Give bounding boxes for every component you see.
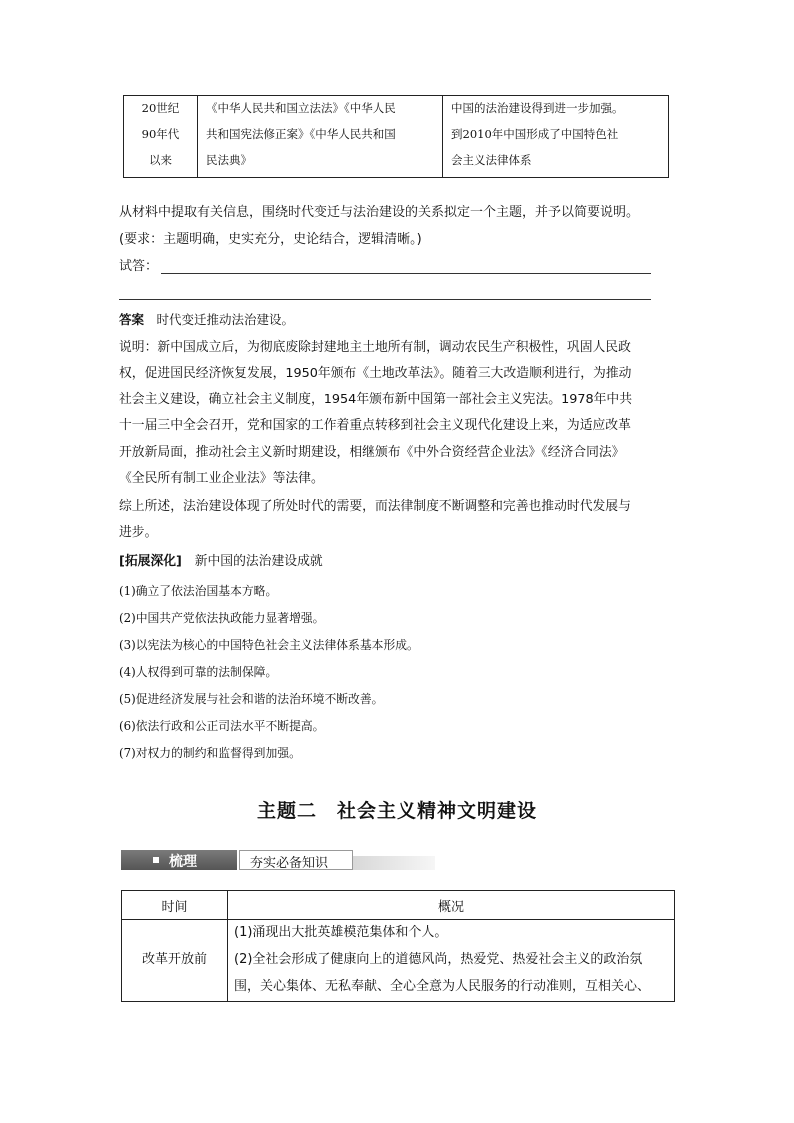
- answer-heading: [119, 312, 294, 328]
- extension-item: (4)人权得到可靠的法制保障。: [119, 665, 278, 679]
- header-overview: 概况: [437, 900, 464, 915]
- answer-line-text: 进步。: [119, 525, 158, 540]
- banner-fade-decoration: [353, 856, 435, 870]
- overview-table: [121, 890, 675, 1002]
- section-banner: [121, 848, 435, 872]
- extension-label: [拓展深化]: [119, 554, 182, 569]
- banner-light-label: 夯实必备知识: [250, 856, 329, 871]
- answer-line-text: 《全民所有制工业企业法》等法律。: [119, 471, 324, 486]
- period-line: 90年代: [141, 127, 180, 141]
- period-line: 20世纪: [141, 101, 180, 115]
- result-line: 到2010年中国形成了中国特色社: [451, 127, 619, 141]
- answer-line-text: 十一届三中全会召开，党和国家的工作着重点转移到社会主义现代化建设上来，为适应改革: [119, 418, 631, 433]
- laws-cell: [198, 96, 443, 177]
- banner-dark-tab: [121, 850, 237, 870]
- row-text-line: (1)涌现出大批英雄模范集体和个人。: [234, 925, 448, 940]
- top-table: [123, 95, 669, 178]
- extension-item: (6)依法行政和公正司法水平不断提高。: [119, 719, 325, 733]
- answer-line-text: 开放新局面，推动社会主义新时期建设，相继颁布《中外合资经营企业法》《经济合同法》: [119, 445, 625, 460]
- laws-line: 民法典》: [206, 153, 252, 167]
- square-bullet-icon: [153, 857, 159, 863]
- banner-dark-label: 梳理: [169, 854, 197, 870]
- result-line: 中国的法治建设得到进一步加强。: [451, 101, 624, 115]
- row-text-line: (2)全社会形成了健康向上的道德风尚，热爱党、热爱社会主义的政治氛: [234, 952, 643, 967]
- extension-item: (5)促进经济发展与社会和谐的法治环境不断改善。: [119, 692, 384, 706]
- answer-label: 答案: [119, 312, 145, 327]
- banner-light-tab: [239, 850, 353, 870]
- extension-heading: [119, 554, 323, 570]
- result-cell: [443, 96, 668, 177]
- question-text: 从材料中提取有关信息，围绕时代变迁与法治建设的关系拟定一个主题，并予以简要说明。: [119, 205, 640, 220]
- answer-line[interactable]: [119, 299, 651, 300]
- answer-theme: 时代变迁推动法治建设。: [156, 312, 295, 327]
- question-requirements: (要求：主题明确，史实充分，史论结合，逻辑清晰。): [119, 232, 422, 247]
- section-title: 主题二 社会主义精神文明建设: [256, 800, 537, 822]
- result-line: 会主义法律体系: [451, 153, 532, 167]
- extension-item: (3)以宪法为核心的中国特色社会主义法律体系基本形成。: [119, 638, 419, 652]
- extension-title: 新中国的法治建设成就: [194, 554, 323, 569]
- period-cell: [124, 96, 198, 177]
- period-line: 以来: [149, 153, 172, 167]
- header-time: 时间: [161, 900, 188, 915]
- answer-prompt: 试答：: [119, 259, 159, 274]
- answer-line-text: 综上所述，法治建设体现了所处时代的需要，而法律制度不断调整和完善也推动时代发展与: [119, 499, 631, 514]
- extension-item: (7)对权力的制约和监督得到加强。: [119, 746, 301, 760]
- row-text-line: 围，关心集体、无私奉献、全心全意为人民服务的行动准则，互相关心、: [234, 979, 651, 994]
- answer-line-text: 权，促进国民经济恢复发展，1950年颁布《土地改革法》。随着三大改造顺利进行，为推动: [119, 366, 632, 381]
- extension-item: (1)确立了依法治国基本方略。: [119, 584, 278, 598]
- answer-line-text: 社会主义建设，确立社会主义制度，1954年颁布新中国第一部社会主义宪法。1978年中共: [119, 392, 633, 407]
- answer-line-text: 说明：新中国成立后，为彻底废除封建地主土地所有制，调动农民生产积极性，巩固人民政: [119, 340, 631, 355]
- laws-line: 共和国宪法修正案》《中华人民共和国: [206, 127, 396, 141]
- row-label: 改革开放前: [141, 952, 207, 967]
- laws-line: 《中华人民共和国立法法》《中华人民: [206, 101, 396, 115]
- extension-item: (2)中国共产党依法执政能力显著增强。: [119, 611, 325, 625]
- answer-line[interactable]: [161, 273, 651, 274]
